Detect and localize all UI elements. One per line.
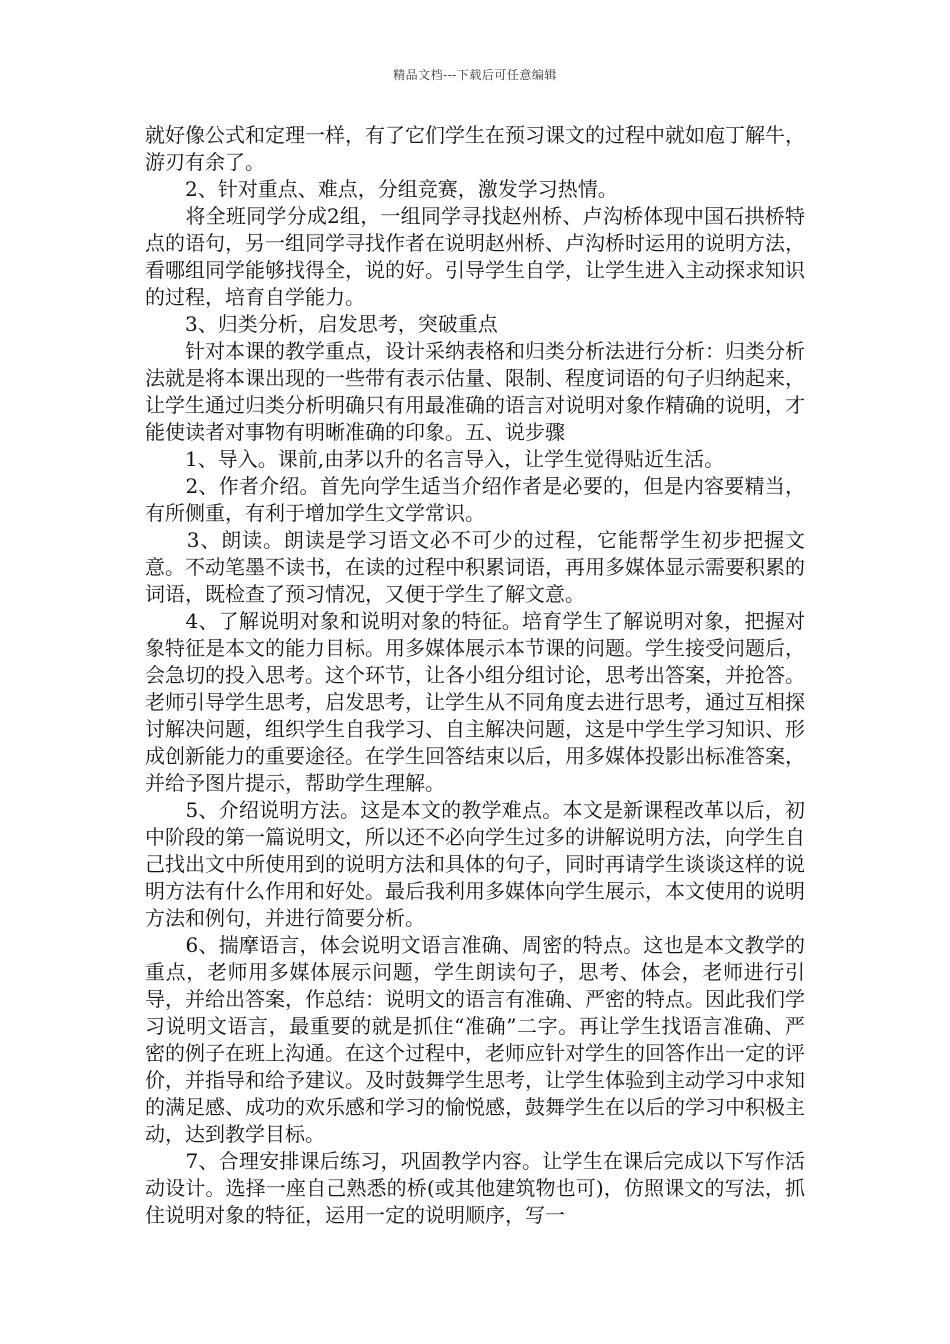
paragraph: 6、揣摩语言，体会说明文语言准确、周密的特点。这也是本文教学的重点，老师用多媒体展示问题，学生朗读句子，思考、体会，老师进行引导，并给出答案，作总结：说明文的语言有准确、严密的特点。因此我们学习说明文语言，最重要的就是抓住“准确”二字。再让学生找语言准确、严密的例子在班上沟通。在这个过程中，老师应针对学生的回答作出一定的评价，并指导和给予建议。及时鼓舞学生思考，让学生体验到主动学习中求知的满足感、成功的欢乐感和学习的愉悦感，鼓舞学生在以后的学习中积极主动，达到教学目标。 <box>145 933 805 1146</box>
paragraph: 4、了解说明对象和说明对象的特征。培育学生了解说明对象，把握对象特征是本文的能力目标。用多媒体展示本节课的问题。学生接受问题后，会急切的投入思考。这个环节，让各小组分组讨论，思考出答案，并抢答。老师引导学生思考，启发思考，让学生从不同角度去进行思考，通过互相探讨解决问题，组织学生自我学习、自主解决问题，这是中学生学习知识、形成创新能力的重要途径。在学生回答结束以后，用多媒体投影出标准答案，并给予图片提示，帮助学生理解。 <box>145 609 805 795</box>
paragraph: 针对本课的教学重点，设计采纳表格和归类分析法进行分析：归类分析法就是将本课出现的一些带有表示估量、限制、程度词语的句子归纳起来，让学生通过归类分析明确只有用最准确的语言对说明对象作精确的说明，才能使读者对事物有明晰准确的印象。五、说步骤 <box>145 339 805 444</box>
paragraph: 5、介绍说明方法。这是本文的教学难点。本文是新课程改革以后，初中阶段的第一篇说明文，所以还不必向学生过多的讲解说明方法，向学生自己找出文中所使用到的说明方法和具体的句子，同时再请学生谈谈这样的说明方法有什么作用和好处。最后我利用多媒体向学生展示，本文使用的说明方法和例句，并进行简要分析。 <box>145 798 805 930</box>
paragraph: 就好像公式和定理一样，有了它们学生在预习课文的过程中就如庖丁解牛，游刃有余了。 <box>145 123 805 174</box>
paragraph: 3、归类分析，启发思考，突破重点 <box>145 312 498 336</box>
paragraph: 将全班同学分成2组，一组同学寻找赵州桥、卢沟桥体现中国石拱桥特点的语句，另一组同学寻找作者在说明赵州桥、卢沟桥时运用的说明方法，看哪组同学能够找得全，说的好。引导学生自学，让学生进入主动探求知识的过程，培育自学能力。 <box>145 204 805 309</box>
page-header: 精品文档---下载后可任意编辑 <box>393 68 557 82</box>
paragraph: 3、朗读。朗读是学习语文必不可少的过程，它能帮学生初步把握文意。不动笔墨不读书，在读的过程中积累词语，再用多媒体显示需要积累的词语，既检查了预习情况，又便于学生了解文意。 <box>145 528 805 606</box>
paragraph: 2、针对重点、难点，分组竞赛，激发学习热情。 <box>145 177 618 201</box>
paragraph: 1、导入。课前,由茅以升的名言导入，让学生觉得贴近生活。 <box>145 447 725 471</box>
paragraph: 2、作者介绍。首先向学生适当介绍作者是必要的，但是内容要精当，有所侧重，有利于增加学生文学常识。 <box>145 474 805 525</box>
document-body <box>145 122 805 1229</box>
paragraph: 7、合理安排课后练习，巩固教学内容。让学生在课后完成以下写作活动设计。选择一座自己熟悉的桥(或其他建筑物也可)，仿照课文的写法，抓住说明对象的特征，运用一定的说明顺序，写一 <box>145 1149 805 1227</box>
